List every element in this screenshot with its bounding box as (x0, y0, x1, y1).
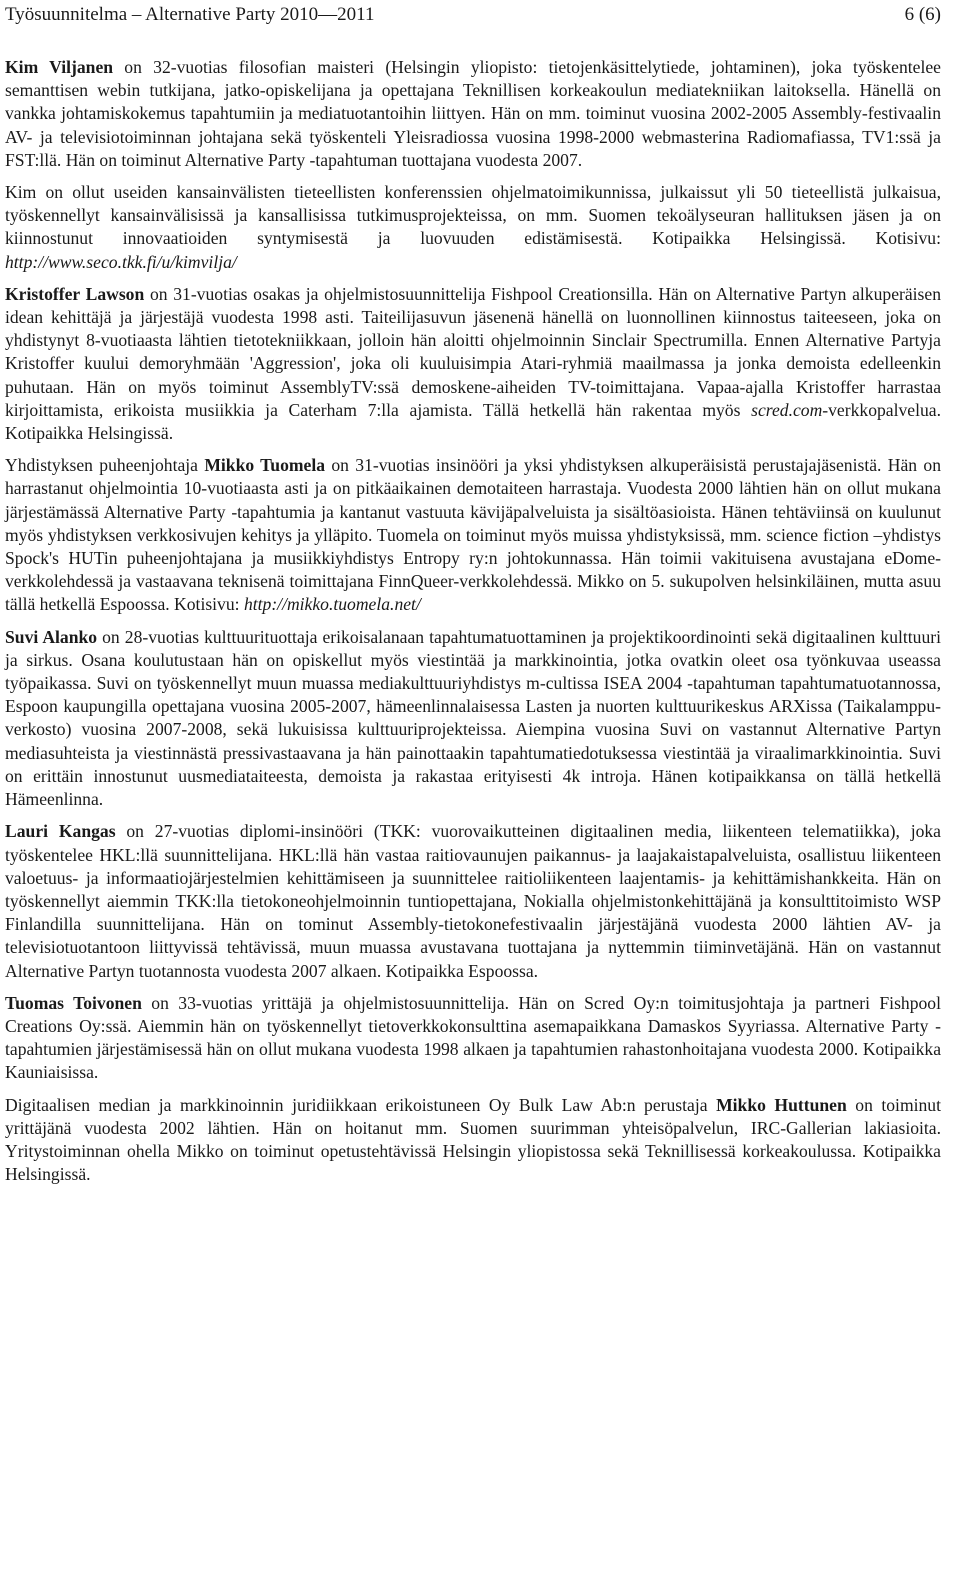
person-name: Kim Viljanen (5, 57, 114, 77)
bio-mikko-tuomela (5, 454, 941, 616)
person-name: Kristoffer Lawson (5, 283, 145, 304)
service-name: scred.com (751, 399, 823, 420)
paragraph-text: on 32-vuotias filosofian maisteri (Helsingin yliopisto: tietojenkäsittelytiede, johtaminen), joka työskentelee semanttisen webin tutkijana, jatko-opiskelijana ja opettajana Teknillisen korkeakoulun mediatekniikan laitoksella. Hänellä on vankka johtamiskokemus tapahtumiin ja mediatuotantoihin liittyen. Hän on mm. toiminut vuosina 2002-2005 Assembly-festivaalin AV- ja televisiotoiminnan johtajana sekä työskenteli Yleisradiossa vuosina 1998-2000 webmasterina Radiomafiassa, TV1:ssä ja FST:llä. Hän on toiminut Alternative Party -tapahtuman tuottajana vuodesta 2007. (5, 57, 941, 170)
person-name: Lauri Kangas (5, 821, 116, 842)
paragraph-text: on 27-vuotias diplomi-insinööri (TKK: vuorovaikutteinen digitaalinen media, liikenteen telematiikka), joka työskentelee HKL:llä suunnittelijana. HKL:llä hän vastaa raitiovaunujen paikannus- ja laajakaistapalveluista, osallistuu liikenteen valoetuus- ja informaatiojärjestelmien kehittämiseen ja suunnittelee raitioliikenteen laajentamis- ja kehittämishankkeita. Hän on työskennellyt aiemmin TKK:lla tietokoneohjelmoinnin tuntiopettajana, Nokialla ohjelmistonkehittäjänä ja konsulttitoimisto WSP Finlandilla suunnittelijana. Hän on tominut Assembly-tietokonefestivaalin järjestäjänä vuodesta 2000 lähtien AV- ja televisiotuotantoon liittyvissä tehtävissä, muun muassa avustavana tuottajana ja nyttemmin tiiminvetäjänä. Hän on vastannut Alternative Partyn tuotannosta vuodesta 2007 alkaen. Kotipaikka Espoossa. (5, 821, 941, 981)
paragraph-text: on 31-vuotias insinööri ja yksi yhdistyksen alkuperäisistä perustajajäsenistä. Hän on harrastanut ohjelmointia 10-vuotiaasta asti ja on pitkäaikainen demotaiteen harrastaja. Vuodesta 2000 lähtien hän on ollut mukana järjestämässä Alternative Party -tapahtumia ja kantanut vastuuta kävijäpalveluista ja sisältöasioista. Hänen tehtäviinsä on kuulunut myös yhdistyksen verkkosivujen kehitys ja ylläpito. Tuomela on toiminut myös muissa yhdistyksissä, mm. science fiction –yhdistys Spock's HUTin puheenjohtajana ja musiikkiyhdistys Entropy ry:n johtokunnassa. Hän toimii vakituisena avustajana eDome-verkkolehdessä ja vastaavana teknisenä toimittajana FinnQueer-verkkolehdessä. Mikko on 5. sukupolven helsinkiläinen, mutta asuu tällä hetkellä Espoossa. Kotisivu: (5, 455, 941, 615)
bio-suvi-alanko (5, 626, 941, 812)
paragraph-text: on toiminut yrittäjänä vuodesta 2002 lähtien. Hän on hoitanut mm. Suomen suurimman yhteisöpalvelun, IRC-Gallerian lakiasioita. Yritystoiminnan ohella Mikko on toiminut opetustehtävissä Helsingin yliopistossa sekä Teknillisessä korkeakoulussa. Kotipaikka Helsingissä. (5, 1094, 941, 1185)
person-name: Mikko Huttunen (716, 1094, 847, 1115)
paragraph-text: Yhdistyksen puheenjohtaja (5, 455, 205, 476)
bio-kristoffer-lawson (5, 283, 941, 445)
running-header (5, 2, 941, 28)
paragraph-text: on 31-vuotias osakas ja ohjelmistosuunnittelija Fishpool Creationsilla. Hän on Alternative Partyn alkuperäisen idean kehittäjä ja järjestäjä vuodesta 1998 asti. Taiteilijasuvun jäsenenä hänellä on luonnollinen kiinnostus taiteeseen, joka on yhdistynyt 8-vuotiaasta lähtien tietotekniikkaan, jolloin hän aloitti ohjelmoinnin Sinclair Spectrumilla. Ennen Alternative Partyja Kristoffer kuului demoryhmään 'Aggression', joka oli kuuluisimpia Atari-ryhmiä maailmassa ja jonka demoista edelleenkin puhutaan. Hän on myös toiminut AssemblyTV:ssä demoskene-aiheiden TV-toimittajana. Vapaa-ajalla Kristoffer harrastaa kirjoittamista, erikoista musiikkia ja Caterham 7:lla ajamista. Tällä hetkellä hän rakentaa myös (5, 283, 942, 420)
paragraph-text: -verkkopalvelua. Kotipaikka Helsingissä. (5, 399, 941, 444)
homepage-link[interactable]: http://www.seco.tkk.fi/u/kimvilja/ (5, 251, 237, 272)
bio-kim-viljanen (5, 56, 941, 172)
paragraph-text: on 33-vuotias yrittäjä ja ohjelmistosuunnittelija. Hän on Scred Oy:n toimitusjohtaja ja partneri Fishpool Creations Oy:ssä. Aiemmin hän on työskennellyt tietoverkkokonsulttina asemapaikkana Damaskos Syyriassa. Alternative Party -tapahtumien järjestämisessä hän on ollut mukana vuodesta 1998 alkaen ja tapahtumien rahastonhoitajana vuodesta 2000. Kotipaikka Kauniaisissa. (5, 992, 941, 1083)
bio-mikko-huttunen (5, 1094, 941, 1187)
homepage-link[interactable]: http://mikko.tuomela.net/ (243, 594, 421, 615)
document-title: Työsuunnitelma – Alternative Party 2010—2011 (5, 4, 375, 25)
bio-lauri-kangas (5, 820, 941, 982)
bio-kim-viljanen-continued (5, 181, 941, 274)
paragraph-text: on 28-vuotias kulttuurituottaja erikoisalanaan tapahtumatuottaminen ja projektikoordinointi sekä digitaalinen kulttuuri ja sirkus. Osana koulutustaan hän on opiskellut myös viestintää ja markkinointia, jotka ovatkin oleet osa työnkuvaa useassa työpaikassa. Suvi on työskennellyt muun muassa mediakulttuuriyhdistys m-cultissa ISEA 2004 -tapahtuman tapahtumatuotannossa, Espoon kaupungilla opettajana vuosina 2005-2007, hämeenlinnalaisessa Lasten ja nuorten kulttuurikeskus ARXissa (Taikalamppu-verkosto) vuosina 2007-2008, sekä lukuisissa kulttuuriprojekteissa. Aiempina vuosina Suvi on vastannut Alternative Partyn mediasuhteista ja viestinnästä pressivastaavana ja hän painottaakin tapahtumatiedotuksessa viestintää ja viraalimarkkinointia. Suvi on erittäin innostunut uusmediataiteesta, demoista ja rakastaa erityisesti 4k introja. Hänen kotipaikkansa on tällä hetkellä Hämeenlinna. (5, 626, 941, 810)
paragraph-text: Kim on ollut useiden kansainvälisten tieteellisten konferenssien ohjelmatoimikunnissa, julkaissut yli 50 tieteellistä julkaisua, työskennellyt kansainvälisissä ja kansallisissa tutkimusprojekteissa, on mm. Suomen tekoälyseuran hallituksen jäsen ja on kiinnostunut innovaatioiden syntymisestä ja luovuuden edistämisestä. Kotipaikka Helsingissä. Kotisivu: (5, 182, 941, 249)
person-name: Suvi Alanko (5, 626, 98, 647)
body-text (5, 56, 941, 1186)
paragraph-text: Digitaalisen median ja markkinoinnin juridiikkaan erikoistuneen Oy Bulk Law Ab:n perustaja (5, 1094, 717, 1115)
person-name: Tuomas Toivonen (5, 992, 142, 1013)
person-name: Mikko Tuomela (204, 455, 326, 476)
page-number: 6 (6) (904, 4, 941, 25)
bio-tuomas-toivonen (5, 992, 941, 1085)
